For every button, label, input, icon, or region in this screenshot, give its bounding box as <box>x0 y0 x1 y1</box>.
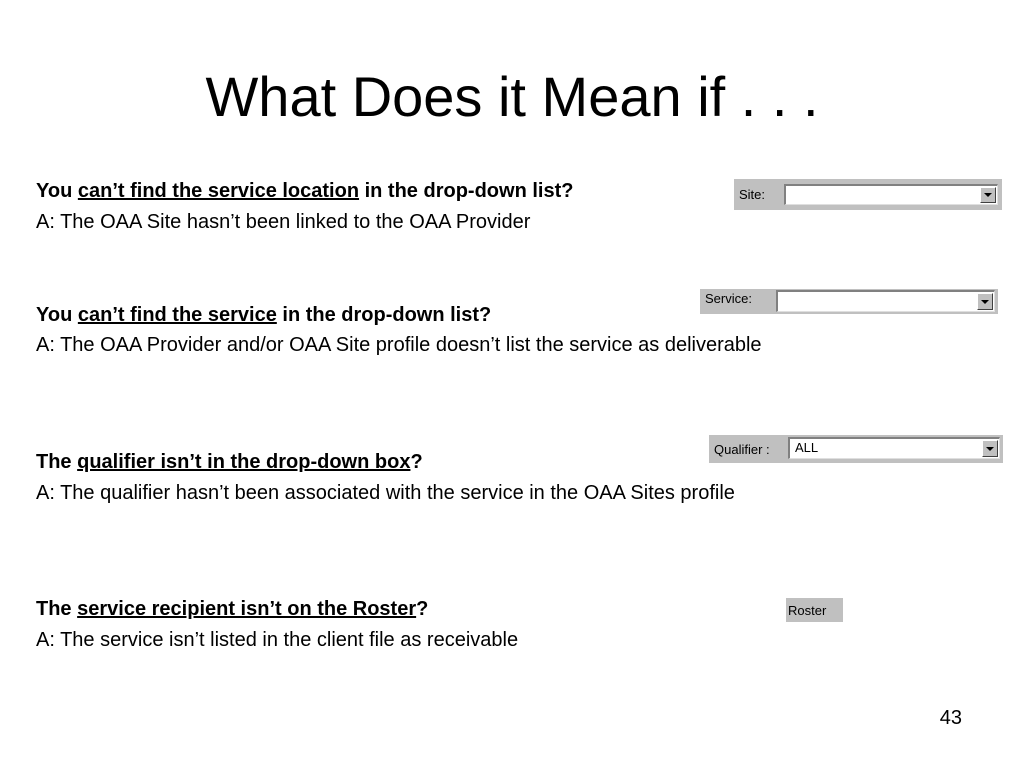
roster-label: Roster <box>788 602 827 618</box>
question-qualifier <box>36 450 423 474</box>
slide-title: What Does it Mean if . . . <box>205 65 819 128</box>
question-suffix: in the drop-down list? <box>276 304 492 326</box>
chevron-down-icon <box>986 447 994 451</box>
chevron-down-icon <box>981 300 989 304</box>
service-label: Service: <box>705 291 752 306</box>
question-prefix: You <box>36 180 78 202</box>
question-emphasis: qualifier isn’t in the drop-down box <box>77 451 411 473</box>
qualifier-field-widget <box>709 435 1003 463</box>
question-roster <box>36 597 428 621</box>
qualifier-label: Qualifier : <box>714 441 770 457</box>
site-dropdown[interactable] <box>784 184 998 205</box>
question-prefix: The <box>36 598 78 620</box>
site-dropdown-button[interactable] <box>980 187 996 203</box>
question-suffix: ? <box>410 451 423 473</box>
question-emphasis: service recipient isn’t on the Roster <box>77 598 417 620</box>
qualifier-dropdown-button[interactable] <box>982 440 998 457</box>
answer-qualifier: A: The qualifier hasn’t been associated with the service in the OAA Sites profile <box>36 482 735 504</box>
question-service-location <box>36 179 573 203</box>
question-service <box>36 303 491 327</box>
question-prefix: You <box>36 304 78 326</box>
service-dropdown-button[interactable] <box>977 293 993 310</box>
question-emphasis: can’t find the service location <box>77 180 360 202</box>
chevron-down-icon <box>984 193 992 197</box>
answer-service: A: The OAA Provider and/or OAA Site profile doesn’t list the service as deliverable <box>36 334 762 356</box>
qualifier-dropdown[interactable] <box>788 437 1000 459</box>
qualifier-dropdown-value: ALL <box>795 440 819 455</box>
question-suffix: in the drop-down list? <box>359 180 574 202</box>
service-dropdown[interactable] <box>776 290 995 312</box>
service-field-widget <box>700 289 998 314</box>
answer-roster: A: The service isn’t listed in the client file as receivable <box>36 629 519 651</box>
question-suffix: ? <box>416 598 429 620</box>
site-label: Site: <box>739 187 766 202</box>
question-emphasis: can’t find the service <box>77 304 277 326</box>
page-number: 43 <box>939 707 962 729</box>
answer-service-location: A: The OAA Site hasn’t been linked to the OAA Provider <box>36 211 531 233</box>
site-field-widget <box>734 179 1002 210</box>
question-prefix: The <box>36 451 78 473</box>
roster-button[interactable] <box>786 598 843 622</box>
